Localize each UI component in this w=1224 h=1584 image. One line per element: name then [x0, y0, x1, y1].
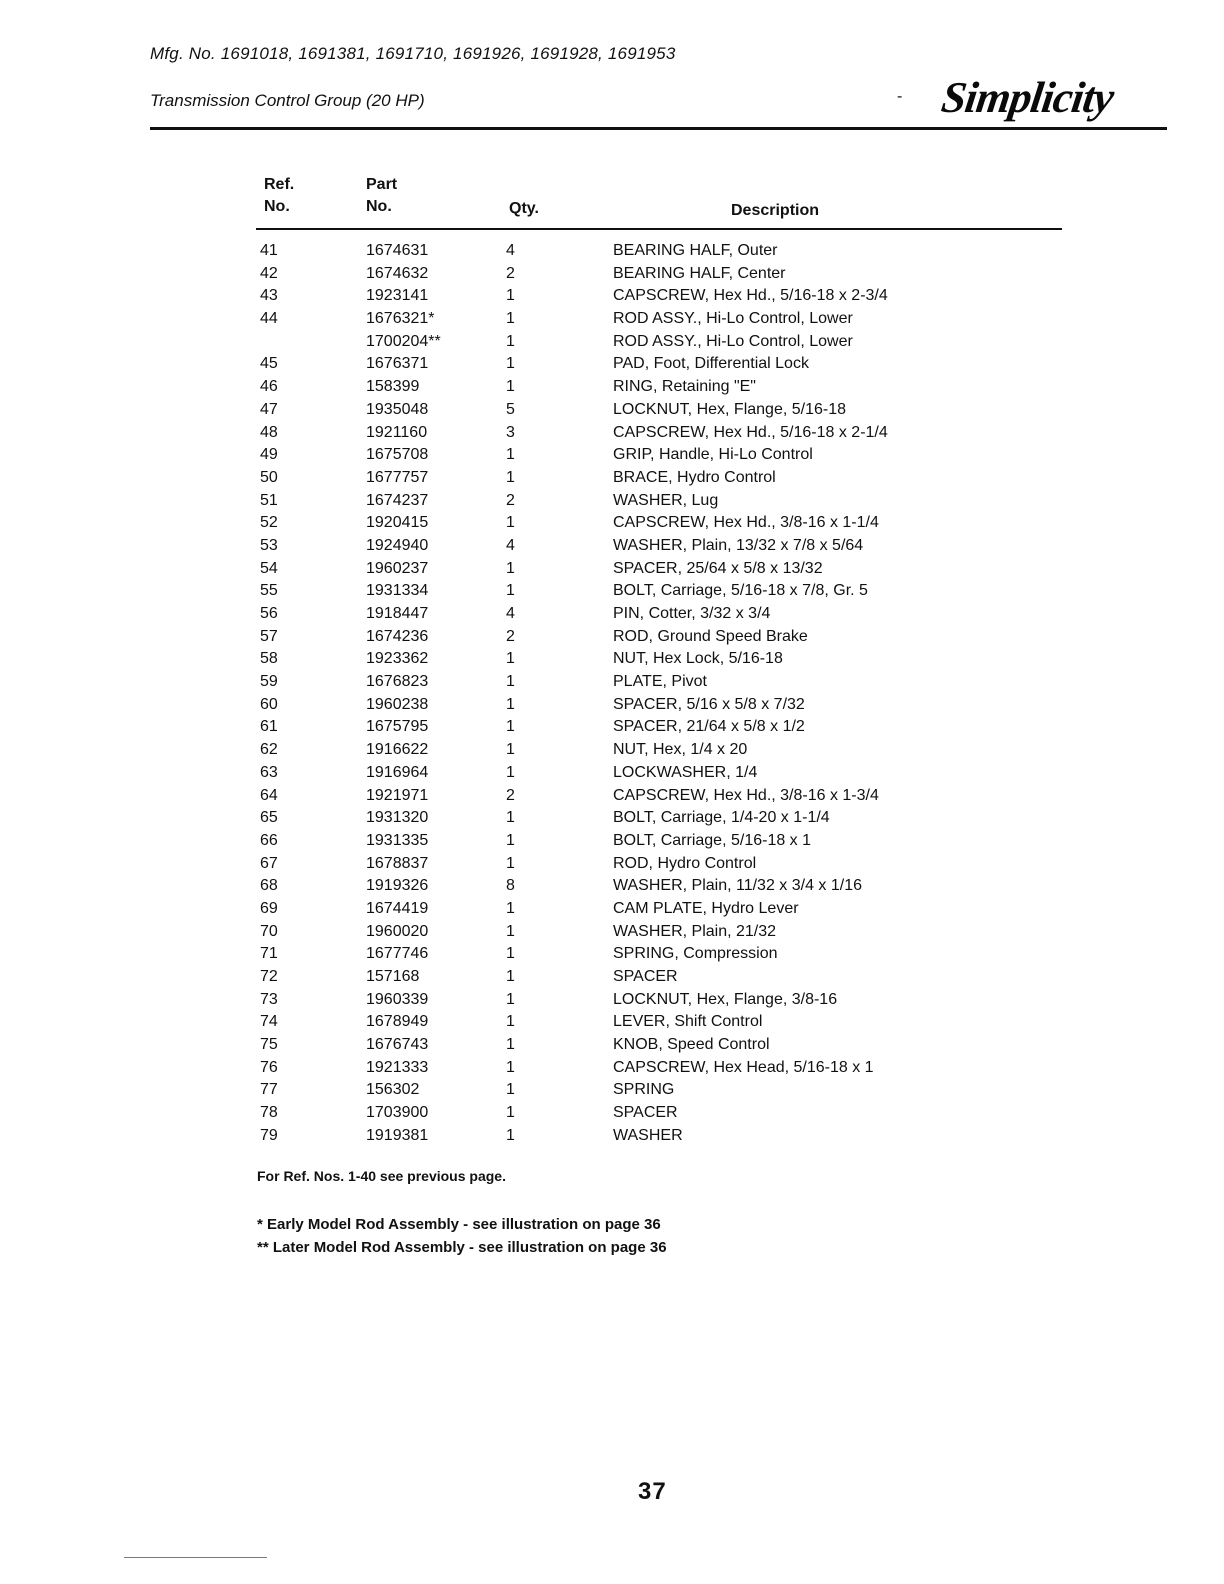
quantity: 1	[506, 378, 515, 396]
description: BOLT, Carriage, 5/16-18 x 7/8, Gr. 5	[613, 582, 868, 600]
ref-number: 66	[260, 831, 278, 849]
ref-number: 53	[260, 536, 278, 554]
quantity: 2	[506, 491, 515, 509]
description: CAPSCREW, Hex Hd., 5/16-18 x 2-1/4	[613, 423, 888, 441]
description: CAPSCREW, Hex Hd., 3/8-16 x 1-1/4	[613, 514, 879, 532]
table-row	[0, 1125, 1224, 1148]
col-head-part-line2: No.	[366, 198, 392, 215]
table-row	[0, 444, 1224, 467]
description: SPACER	[613, 1104, 678, 1122]
ref-number: 58	[260, 650, 278, 668]
ref-number: 67	[260, 854, 278, 872]
table-rows	[0, 240, 1224, 1148]
col-head-description: Description	[731, 202, 820, 219]
part-number: 1916622	[366, 741, 429, 759]
part-number: 157168	[366, 968, 420, 985]
quantity: 1	[506, 854, 515, 872]
description: BEARING HALF, Center	[613, 264, 786, 282]
part-number: 1675708	[366, 446, 429, 464]
part-number: 1921160	[366, 423, 428, 441]
col-head-qty: Qty.	[509, 200, 539, 217]
col-head-part-line1: Part	[366, 176, 398, 193]
description: GRIP, Handle, Hi-Lo Control	[613, 446, 813, 464]
table-row	[0, 921, 1224, 944]
part-number: 1924940	[366, 536, 429, 554]
quantity: 1	[506, 355, 515, 373]
description: PLATE, Pivot	[613, 673, 707, 691]
part-number: 1916964	[366, 763, 429, 781]
quantity: 1	[506, 1104, 515, 1122]
ref-number: 51	[260, 491, 278, 509]
ref-number: 50	[260, 468, 278, 486]
ref-number: 74	[260, 1013, 278, 1031]
quantity: 1	[506, 446, 515, 464]
description: SPACER, 21/64 x 5/8 x 1/2	[613, 718, 805, 736]
description: NUT, Hex, 1/4 x 20	[613, 741, 748, 759]
quantity: 1	[506, 1013, 515, 1031]
table-row	[0, 558, 1224, 581]
quantity: 2	[506, 264, 515, 282]
part-number: 1675795	[366, 718, 429, 736]
quantity: 1	[506, 990, 515, 1008]
quantity: 1	[506, 1036, 515, 1054]
ref-number: 61	[260, 718, 278, 736]
table-row	[0, 1034, 1224, 1057]
quantity: 5	[506, 400, 515, 418]
quantity: 1	[506, 1126, 515, 1144]
quantity: 1	[506, 559, 515, 577]
description: BEARING HALF, Outer	[613, 242, 778, 259]
table-row	[0, 1102, 1224, 1125]
part-number: 1921971	[366, 786, 429, 804]
description: BOLT, Carriage, 1/4-20 x 1-1/4	[613, 809, 830, 827]
table-row	[0, 853, 1224, 876]
table-row	[0, 512, 1224, 535]
quantity: 1	[506, 582, 515, 600]
table-row	[0, 626, 1224, 649]
part-number: 1678837	[366, 854, 429, 872]
quantity: 8	[506, 877, 515, 895]
part-number: 1676371	[366, 355, 429, 373]
ref-number: 64	[260, 786, 278, 804]
note-previous-page: For Ref. Nos. 1-40 see previous page.	[257, 1168, 506, 1184]
table-row	[0, 308, 1224, 331]
col-head-ref-line1: Ref.	[264, 176, 295, 193]
mfg-numbers: Mfg. No. 1691018, 1691381, 1691710, 1691926, 1691928, 1691953	[150, 44, 676, 63]
description: ROD ASSY., Hi-Lo Control, Lower	[613, 310, 853, 328]
bottom-line	[124, 1557, 267, 1558]
table-row	[0, 898, 1224, 921]
part-number: 1960237	[366, 559, 429, 577]
description: CAPSCREW, Hex Hd., 5/16-18 x 2-3/4	[613, 287, 888, 305]
table-row	[0, 535, 1224, 558]
ref-number: 75	[260, 1036, 278, 1054]
description: CAPSCREW, Hex Head, 5/16-18 x 1	[613, 1058, 874, 1076]
quantity: 3	[506, 423, 515, 441]
description: ROD, Ground Speed Brake	[613, 627, 808, 645]
quantity: 4	[506, 242, 515, 259]
description: WASHER, Plain, 21/32	[613, 922, 777, 940]
ref-number: 65	[260, 809, 278, 827]
part-number: 1931334	[366, 582, 429, 600]
description: PIN, Cotter, 3/32 x 3/4	[613, 605, 771, 622]
ref-number: 62	[260, 741, 278, 759]
ref-number: 59	[260, 673, 278, 691]
description: BRACE, Hydro Control	[613, 468, 776, 486]
description: WASHER, Plain, 13/32 x 7/8 x 5/64	[613, 536, 864, 554]
description: SPACER	[613, 968, 678, 985]
ref-number: 49	[260, 446, 278, 464]
quantity: 2	[506, 786, 515, 804]
quantity: 1	[506, 514, 515, 532]
col-head-ref-line2: No.	[264, 198, 290, 215]
description: CAPSCREW, Hex Hd., 3/8-16 x 1-3/4	[613, 786, 879, 804]
table-row	[0, 807, 1224, 830]
ref-number: 47	[260, 400, 278, 418]
description: ROD, Hydro Control	[613, 854, 757, 872]
page-number: 37	[638, 1478, 667, 1505]
quantity: 1	[506, 922, 515, 940]
part-number: 1676321*	[366, 310, 435, 328]
table-row	[0, 943, 1224, 966]
table-row	[0, 875, 1224, 898]
ref-number: 42	[260, 264, 278, 282]
description: LEVER, Shift Control	[613, 1013, 763, 1031]
ref-number: 72	[260, 968, 278, 985]
quantity: 1	[506, 650, 515, 668]
part-number: 1677757	[366, 468, 429, 486]
col-head-part	[366, 174, 397, 218]
part-number: 1674419	[366, 899, 429, 917]
part-number: 158399	[366, 378, 420, 396]
table-row	[0, 671, 1224, 694]
description: BOLT, Carriage, 5/16-18 x 1	[613, 831, 812, 849]
ref-number: 54	[260, 559, 278, 577]
ref-number: 69	[260, 899, 278, 917]
description: SPRING	[613, 1081, 675, 1099]
part-number: 1678949	[366, 1013, 429, 1031]
note-later-model: ** Later Model Rod Assembly - see illustration on page 36	[257, 1239, 667, 1256]
ref-number: 70	[260, 922, 278, 940]
quantity: 1	[506, 945, 515, 963]
part-number: 1674632	[366, 264, 429, 282]
quantity: 1	[506, 899, 515, 917]
description: LOCKNUT, Hex, Flange, 5/16-18	[613, 400, 846, 418]
part-number: 1674236	[366, 627, 429, 645]
table-row	[0, 263, 1224, 286]
description: WASHER, Lug	[613, 491, 719, 509]
description: RING, Retaining "E"	[613, 378, 756, 396]
part-number: 1919381	[366, 1126, 429, 1144]
part-number: 1700204**	[366, 332, 441, 350]
simplicity-logo: Simplicity	[938, 73, 1117, 122]
header-rule	[150, 127, 1167, 130]
part-number: 1931335	[366, 831, 429, 849]
part-number: 1703900	[366, 1104, 429, 1122]
table-row	[0, 331, 1224, 354]
table-row	[0, 1057, 1224, 1080]
dash-mark: -	[897, 88, 903, 105]
ref-number: 63	[260, 763, 278, 781]
quantity: 1	[506, 695, 515, 713]
part-number: 1923362	[366, 650, 429, 668]
quantity: 1	[506, 1058, 515, 1076]
part-number: 1918447	[366, 605, 429, 622]
table-row	[0, 285, 1224, 308]
table-row	[0, 785, 1224, 808]
ref-number: 52	[260, 514, 278, 532]
group-title: Transmission Control Group (20 HP)	[150, 91, 425, 110]
quantity: 1	[506, 310, 515, 328]
ref-number: 77	[260, 1081, 278, 1099]
ref-number: 78	[260, 1104, 278, 1122]
table-row	[0, 966, 1224, 989]
part-number: 1676823	[366, 673, 429, 691]
table-row	[0, 422, 1224, 445]
table-row	[0, 989, 1224, 1012]
table-row	[0, 648, 1224, 671]
ref-number: 79	[260, 1126, 278, 1144]
description: SPACER, 25/64 x 5/8 x 13/32	[613, 559, 823, 577]
quantity: 1	[506, 332, 515, 350]
table-rule	[256, 228, 1062, 230]
part-number: 1677746	[366, 945, 429, 963]
description: LOCKNUT, Hex, Flange, 3/8-16	[613, 990, 838, 1008]
ref-number: 71	[260, 945, 278, 963]
ref-number: 56	[260, 605, 278, 622]
description: KNOB, Speed Control	[613, 1036, 770, 1054]
table-row	[0, 376, 1224, 399]
table-row	[0, 694, 1224, 717]
ref-number: 45	[260, 355, 278, 373]
table-row	[0, 716, 1224, 739]
ref-number: 73	[260, 990, 278, 1008]
table-row	[0, 603, 1224, 626]
quantity: 1	[506, 741, 515, 759]
table-row	[0, 1011, 1224, 1034]
description: SPACER, 5/16 x 5/8 x 7/32	[613, 695, 805, 713]
ref-number: 68	[260, 877, 278, 895]
ref-number: 48	[260, 423, 278, 441]
description: NUT, Hex Lock, 5/16-18	[613, 650, 783, 668]
part-number: 1960339	[366, 990, 429, 1008]
table-row	[0, 353, 1224, 376]
ref-number: 55	[260, 582, 278, 600]
part-number: 1921333	[366, 1058, 429, 1076]
ref-number: 43	[260, 287, 278, 305]
ref-number: 41	[260, 242, 278, 259]
col-head-ref	[264, 174, 294, 218]
description: ROD ASSY., Hi-Lo Control, Lower	[613, 332, 853, 350]
ref-number: 46	[260, 378, 278, 396]
table-row	[0, 467, 1224, 490]
part-number: 1923141	[366, 287, 429, 305]
part-number: 1676743	[366, 1036, 429, 1054]
part-number: 1674237	[366, 491, 429, 509]
description: CAM PLATE, Hydro Lever	[613, 899, 799, 917]
part-number: 156302	[366, 1081, 420, 1099]
quantity: 4	[506, 536, 515, 554]
part-number: 1919326	[366, 877, 429, 895]
part-number: 1674631	[366, 242, 429, 259]
quantity: 2	[506, 627, 515, 645]
ref-number: 44	[260, 310, 278, 328]
ref-number: 60	[260, 695, 278, 713]
description: SPRING, Compression	[613, 945, 778, 963]
table-row	[0, 399, 1224, 422]
quantity: 1	[506, 1081, 515, 1099]
ref-number: 76	[260, 1058, 278, 1076]
table-row	[0, 240, 1224, 263]
table-row	[0, 490, 1224, 513]
description: LOCKWASHER, 1/4	[613, 763, 758, 781]
part-number: 1935048	[366, 400, 429, 418]
quantity: 1	[506, 763, 515, 781]
ref-number: 57	[260, 627, 278, 645]
part-number: 1960020	[366, 922, 429, 940]
quantity: 1	[506, 468, 515, 486]
part-number: 1960238	[366, 695, 429, 713]
description: WASHER	[613, 1126, 683, 1144]
description: PAD, Foot, Differential Lock	[613, 355, 809, 373]
note-early-model: * Early Model Rod Assembly - see illustration on page 36	[257, 1216, 661, 1233]
part-number: 1931320	[366, 809, 429, 827]
quantity: 1	[506, 809, 515, 827]
quantity: 1	[506, 968, 515, 985]
table-row	[0, 739, 1224, 762]
quantity: 1	[506, 287, 515, 305]
table-row	[0, 580, 1224, 603]
table-row	[0, 830, 1224, 853]
part-number: 1920415	[366, 514, 429, 532]
quantity: 1	[506, 673, 515, 691]
quantity: 1	[506, 831, 515, 849]
description: WASHER, Plain, 11/32 x 3/4 x 1/16	[613, 877, 863, 895]
table-row	[0, 1079, 1224, 1102]
table-row	[0, 762, 1224, 785]
quantity: 4	[506, 605, 515, 622]
quantity: 1	[506, 718, 515, 736]
